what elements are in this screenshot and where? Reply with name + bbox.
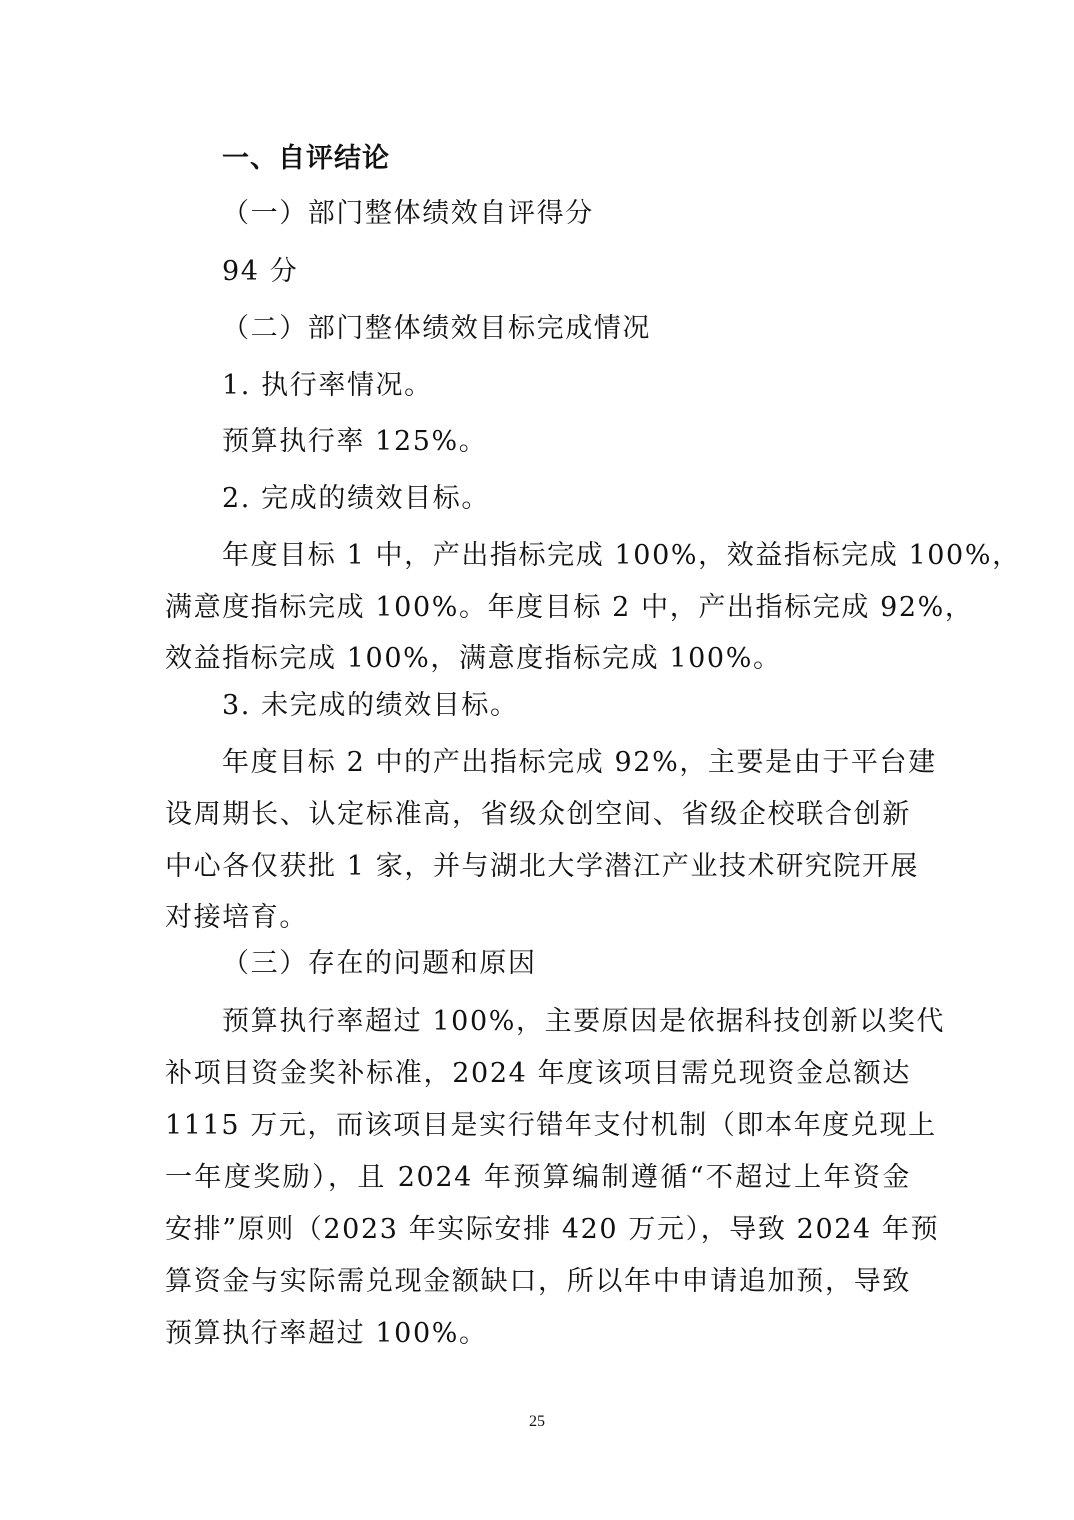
paragraph-line: 中心各仅获批 1 家，并与湖北大学潜江产业技术研究院开展 <box>165 851 920 882</box>
paragraph-line: 1115 万元，而该项目是实行错年支付机制（即本年度兑现上 <box>165 1110 937 1141</box>
score-value: 94 分 <box>222 256 299 287</box>
paragraph-line: 满意度指标完成 100%。年度目标 2 中，产出指标完成 92%， <box>165 592 974 623</box>
paragraph-line: 安排”原则（2023 年实际安排 420 万元），导致 2024 年预 <box>165 1214 940 1245</box>
subheading-score: （一）部门整体绩效自评得分 <box>222 198 594 229</box>
paragraph-line: 年度目标 1 中，产出指标完成 100%，效益指标完成 100%， <box>222 540 1021 571</box>
subheading-goals: （二）部门整体绩效目标完成情况 <box>222 313 651 344</box>
paragraph-line: 对接培育。 <box>165 902 308 933</box>
paragraph-line: 算资金与实际需兑现金额缺口，所以年中申请追加预，导致 <box>165 1266 911 1297</box>
paragraph-line: 补项目资金奖补标准，2024 年度该项目需兑现资金总额达 <box>165 1058 911 1089</box>
page-number: 25 <box>529 1413 545 1430</box>
paragraph-line: 效益指标完成 100%，满意度指标完成 100%。 <box>165 643 782 674</box>
item-uncompleted-goals: 3. 未完成的绩效目标。 <box>222 690 519 721</box>
paragraph-line: 年度目标 2 中的产出指标完成 92%，主要是由于平台建 <box>222 747 937 778</box>
paragraph-line: 预算执行率超过 100%。 <box>165 1318 488 1349</box>
subheading-problems: （三）存在的问题和原因 <box>222 948 537 979</box>
paragraph-line: 一年度奖励），且 2024 年预算编制遵循“不超过上年资金 <box>165 1162 911 1193</box>
paragraph-line: 设周期长、认定标准高，省级众创空间、省级企校联合创新 <box>165 799 911 830</box>
section-heading: 一、自评结论 <box>222 143 390 174</box>
paragraph-line: 预算执行率超过 100%，主要原因是依据科技创新以奖代 <box>222 1006 945 1037</box>
item-completed-goals: 2. 完成的绩效目标。 <box>222 483 490 514</box>
execution-rate-text: 预算执行率 125%。 <box>222 426 488 457</box>
item-execution-rate: 1. 执行率情况。 <box>222 370 433 401</box>
